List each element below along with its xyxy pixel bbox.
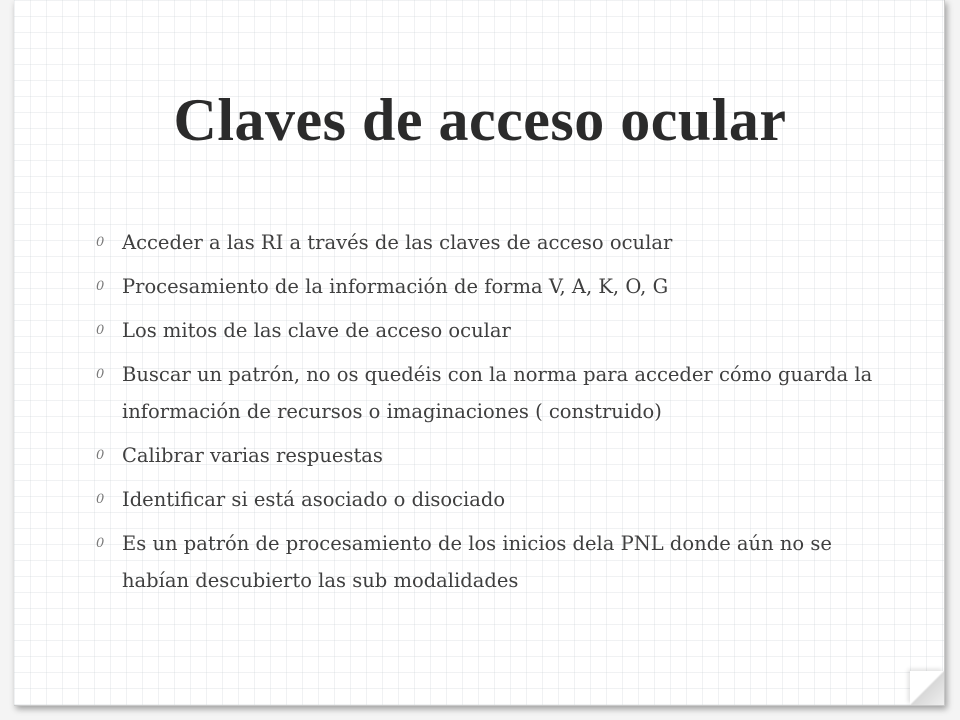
bullet-item xyxy=(96,356,876,430)
bullet-item xyxy=(96,312,876,349)
bullet-text: Acceder a las RI a través de las claves de acceso ocular xyxy=(122,231,673,254)
bullet-text: Identificar si está asociado o disociado xyxy=(122,488,506,511)
bullet-item xyxy=(96,224,876,261)
bullet-marker: 0 xyxy=(96,536,105,551)
bullet-item xyxy=(96,268,876,305)
bullet-marker: 0 xyxy=(96,492,105,507)
bullet-item xyxy=(96,437,876,474)
bullet-list xyxy=(96,224,876,606)
bullet-marker: 0 xyxy=(96,367,105,382)
slide-title: Claves de acceso ocular xyxy=(173,87,787,153)
bullet-text: Buscar un patrón, no os quedéis con la norma para acceder cómo guarda la información de recursos o imaginaciones ( construido) xyxy=(122,363,873,423)
bullet-text: Es un patrón de procesamiento de los inicios dela PNL donde aún no se habían descubierto las sub modalidades xyxy=(122,532,832,592)
bullet-marker: 0 xyxy=(96,323,105,338)
bullet-marker: 0 xyxy=(96,279,105,294)
bullet-text: Procesamiento de la información de forma V, A, K, O, G xyxy=(122,275,669,298)
bullet-marker: 0 xyxy=(96,235,105,250)
bullet-text: Calibrar varias respuestas xyxy=(122,444,383,467)
page-curl xyxy=(910,671,944,705)
bullet-item xyxy=(96,481,876,518)
bullet-marker: 0 xyxy=(96,448,105,463)
bullet-item xyxy=(96,525,876,599)
bullet-text: Los mitos de las clave de acceso ocular xyxy=(122,319,511,342)
